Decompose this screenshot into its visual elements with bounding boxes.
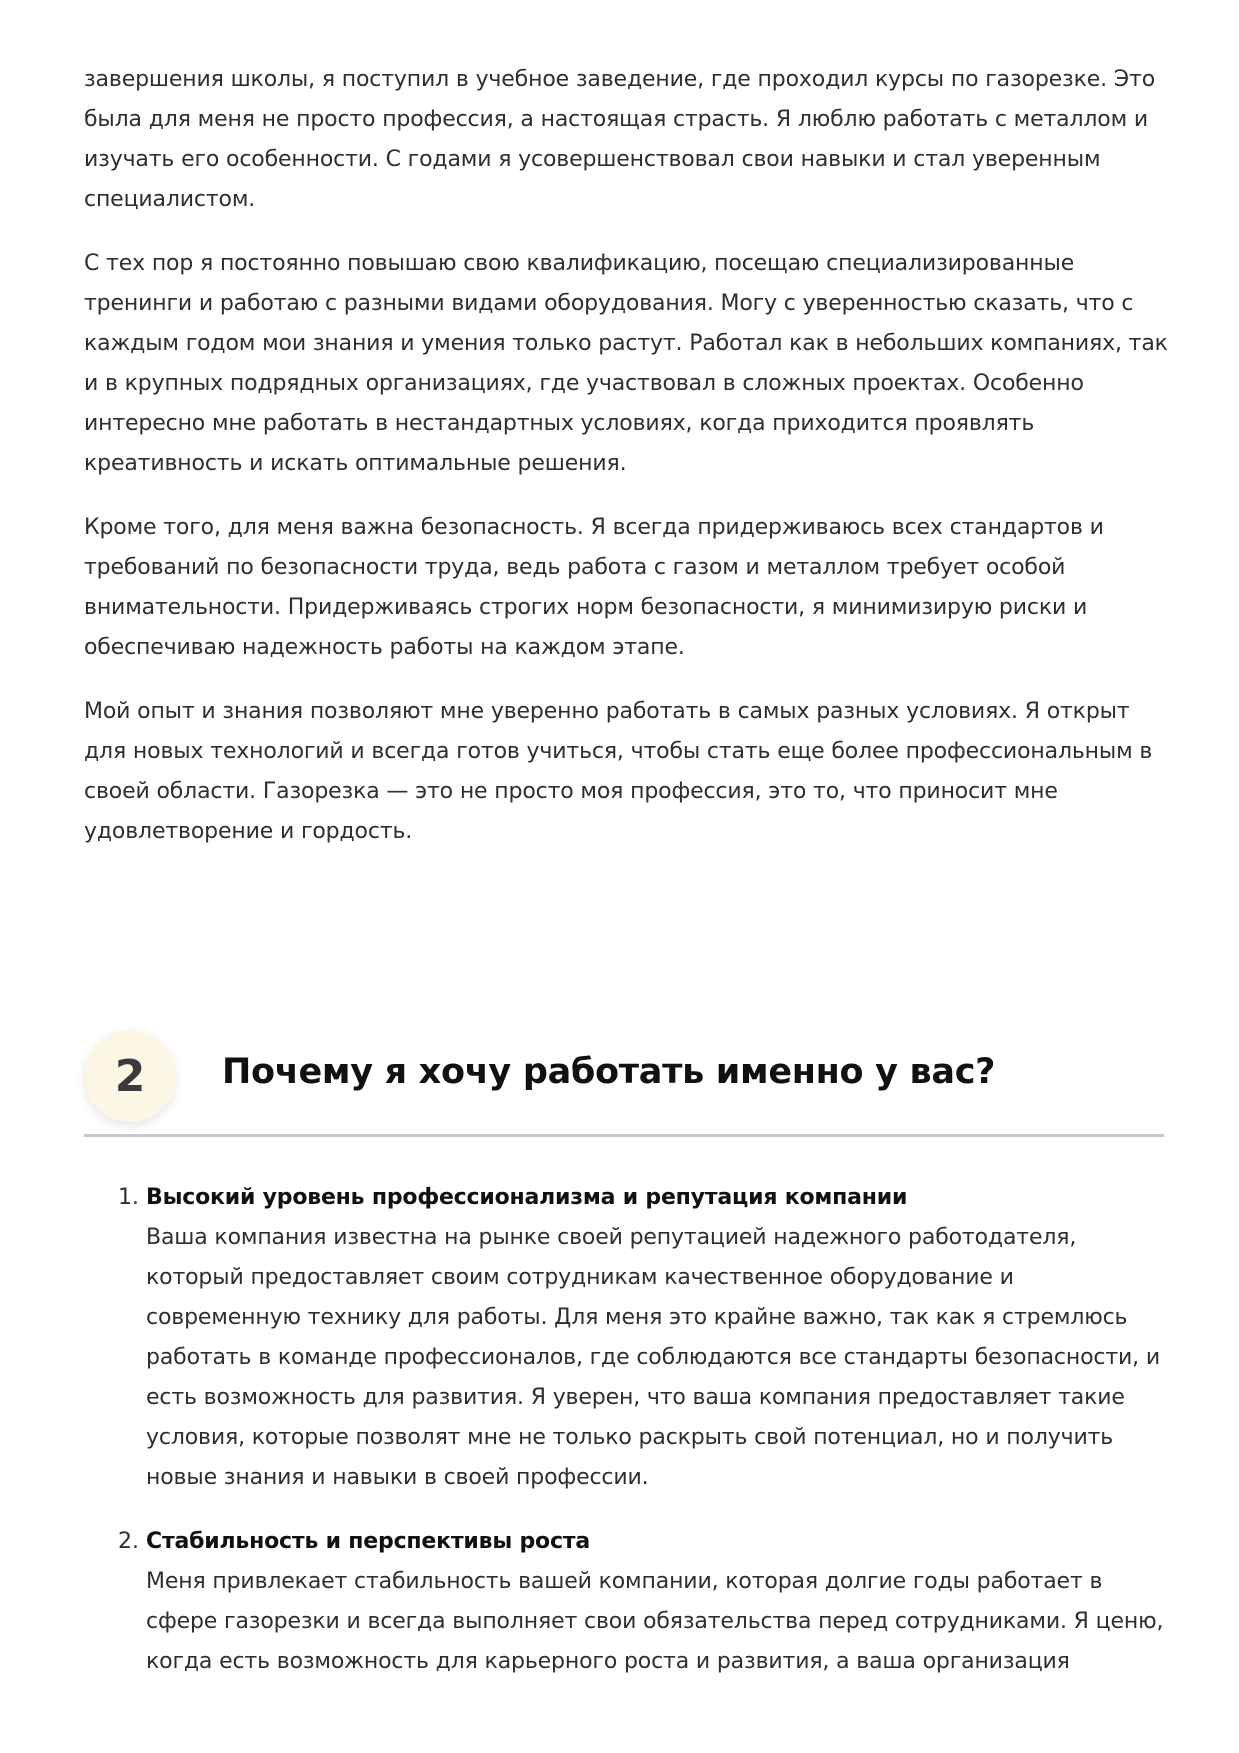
text-line: требований по безопасности труда, ведь работа с газом и металлом требует особой xyxy=(84,555,1066,580)
text-line: внимательности. Придерживаясь строгих норм безопасности, я минимизирую риски и xyxy=(84,595,1088,620)
text-line: и в крупных подрядных организациях, где участвовал в сложных проектах. Особенно xyxy=(84,371,1084,396)
text-line: Мой опыт и знания позволяют мне уверенно работать в самых разных условиях. Я открыт xyxy=(84,699,1130,724)
paragraph xyxy=(84,60,1164,220)
section-header xyxy=(84,1030,1164,1140)
text-line: условия, которые позволят мне не только раскрыть свой потенциал, но и получить xyxy=(146,1425,1114,1450)
text-line: интересно мне работать в нестандартных условиях, когда приходится проявлять xyxy=(84,411,1035,436)
section-title: Почему я хочу работать именно у вас? xyxy=(222,1052,996,1092)
paragraph xyxy=(84,508,1164,668)
text-line: С тех пор я постоянно повышаю свою квалификацию, посещаю специализированные xyxy=(84,251,1075,276)
list-item-number: 1. xyxy=(118,1185,139,1210)
list-item xyxy=(118,1522,1168,1682)
intro-text xyxy=(84,60,1168,876)
text-line: Меня привлекает стабильность вашей компании, которая долгие годы работает в xyxy=(146,1569,1103,1594)
list-item-number: 2. xyxy=(118,1529,139,1554)
text-line: новые знания и навыки в своей профессии. xyxy=(146,1465,649,1490)
text-line: удовлетворение и гордость. xyxy=(84,819,413,844)
section-number-badge: 2 xyxy=(84,1030,176,1122)
text-line: специалистом. xyxy=(84,187,256,212)
text-line: Кроме того, для меня важна безопасность. Я всегда придерживаюсь всех стандартов и xyxy=(84,515,1104,540)
list-item-title: Стабильность и перспективы роста xyxy=(146,1529,590,1554)
text-line: который предоставляет своим сотрудникам качественное оборудование и xyxy=(146,1265,1014,1290)
text-line: завершения школы, я поступил в учебное заведение, где проходил курсы по газорезке. Это xyxy=(84,67,1155,92)
paragraph xyxy=(84,244,1168,484)
text-line: тренинги и работаю с разными видами оборудования. Могу с уверенностью сказать, что с xyxy=(84,291,1134,316)
text-line: для новых технологий и всегда готов учиться, чтобы стать еще более профессиональным в xyxy=(84,739,1153,764)
list-item-body xyxy=(146,1562,1168,1682)
text-line: сфере газорезки и всегда выполняет свои обязательства перед сотрудниками. Я ценю, xyxy=(146,1609,1164,1634)
text-line: изучать его особенности. С годами я усовершенствовал свои навыки и стал уверенным xyxy=(84,147,1101,172)
text-line: своей области. Газорезка — это не просто моя профессия, это то, что приносит мне xyxy=(84,779,1058,804)
text-line: работать в команде профессионалов, где соблюдаются все стандарты безопасности, и xyxy=(146,1345,1161,1370)
reasons-list xyxy=(118,1178,1168,1706)
text-line: когда есть возможность для карьерного роста и развития, а ваша организация xyxy=(146,1649,1070,1674)
list-item-title: Высокий уровень профессионализма и репутация компании xyxy=(146,1185,908,1210)
paragraph xyxy=(84,692,1164,852)
text-line: креативность и искать оптимальные решения. xyxy=(84,451,627,476)
text-line: была для меня не просто профессия, а настоящая страсть. Я люблю работать с металлом и xyxy=(84,107,1149,132)
text-line: есть возможность для развития. Я уверен, что ваша компания предоставляет такие xyxy=(146,1385,1125,1410)
text-line: обеспечиваю надежность работы на каждом этапе. xyxy=(84,635,685,660)
text-line: каждым годом мои знания и умения только растут. Работал как в небольших компаниях, так xyxy=(84,331,1168,356)
text-line: Ваша компания известна на рынке своей репутацией надежного работодателя, xyxy=(146,1225,1077,1250)
section-divider xyxy=(84,1134,1164,1137)
list-item-body xyxy=(146,1218,1168,1498)
list-item xyxy=(118,1178,1168,1498)
text-line: современную технику для работы. Для меня это крайне важно, так как я стремлюсь xyxy=(146,1305,1128,1330)
